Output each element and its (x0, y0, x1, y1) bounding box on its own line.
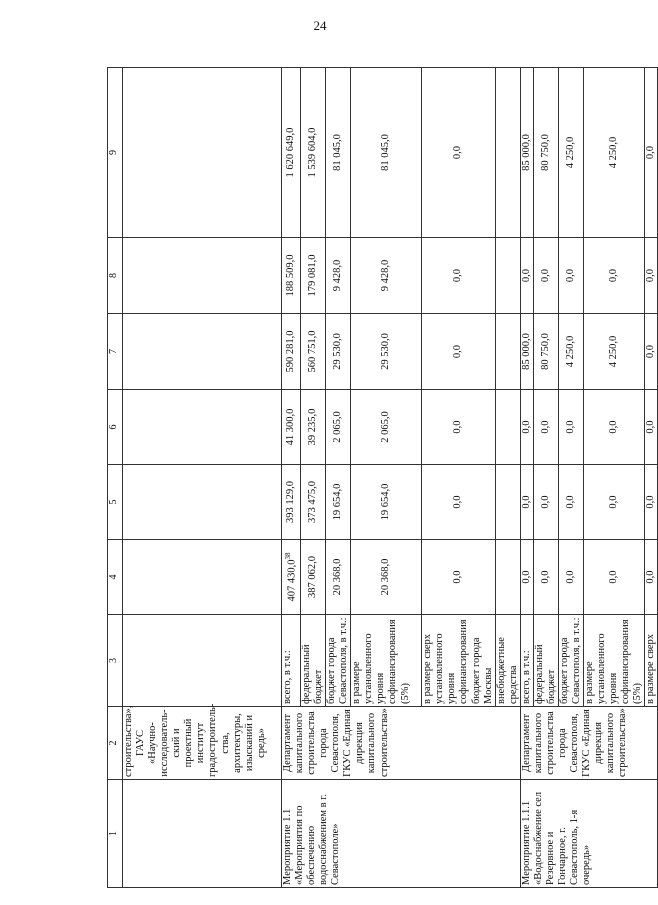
value-cell: 0,0 (533, 238, 558, 314)
col-header-1: 1 (108, 780, 123, 888)
value-cell: 407 430,0$^{38}$ (282, 540, 301, 615)
value-cell: 0,0 (558, 540, 583, 615)
continuation-row (123, 68, 282, 888)
funding-source: внебюджетные средства (495, 615, 520, 707)
measure-1-1-responsible: Департамент капитального строительства города Севастополя, ГКУС «Единая дирекция капитального строительства» (282, 707, 521, 780)
value-cell: 179 081,0 (301, 238, 326, 314)
value-cell: 0,0 (645, 314, 658, 390)
funding-source: в размере сверх установленного уровня софинансирования бюджет города Москвы (422, 615, 495, 707)
total-cell: 80 750,0 (533, 68, 558, 238)
funding-source: в размере установленного уровня софинансирования (5%) (351, 615, 422, 707)
total-cell: 0,0 (645, 68, 658, 238)
total-cell: 4 250,0 (584, 68, 645, 238)
value-cell: 0,0 (645, 540, 658, 615)
value-cell: 2 065,0 (326, 390, 351, 465)
value-cell: 20 368,0 (326, 540, 351, 615)
col-header-5: 5 (108, 465, 123, 540)
total-cell (495, 68, 520, 238)
value-cell: 0,0 (520, 238, 533, 314)
col-header-6: 6 (108, 390, 123, 465)
value-cell: 9 428,0 (326, 238, 351, 314)
funding-source: всего, в т.ч.: (282, 615, 301, 707)
table-row (520, 68, 533, 888)
value-cell: 19 654,0 (326, 465, 351, 540)
funding-source: федеральный бюджет (533, 615, 558, 707)
value-cell: 393 129,0 (282, 465, 301, 540)
total-cell: 4 250,0 (558, 68, 583, 238)
value-cell: 0,0 (584, 465, 645, 540)
page-number: 24 (313, 18, 327, 33)
value-cell (495, 390, 520, 465)
funding-source: в размере сверх (645, 615, 658, 707)
total-cell: 85 000,0 (520, 68, 533, 238)
value-cell: 0,0 (645, 465, 658, 540)
value-cell: 0,0 (422, 390, 495, 465)
value-cell (495, 314, 520, 390)
total-cell: 1 539 604,0 (301, 68, 326, 238)
value-cell (495, 238, 520, 314)
value-cell: 0,0 (584, 238, 645, 314)
value-cell: 0,0 (533, 390, 558, 465)
value-cell: 0,0 (558, 390, 583, 465)
value-cell: 2 065,0 (351, 390, 422, 465)
col-header-3: 3 (108, 615, 123, 707)
value-cell: 0,0 (520, 540, 533, 615)
col-header-8: 8 (108, 238, 123, 314)
value-cell: 0,0 (422, 540, 495, 615)
value-cell: 29 530,0 (326, 314, 351, 390)
value-cell: 560 751,0 (301, 314, 326, 390)
column-number-row (108, 68, 123, 888)
value-cell: 0,0 (520, 465, 533, 540)
value-cell: 387 062,0 (301, 540, 326, 615)
value-cell: 19 654,0 (351, 465, 422, 540)
measure-1-1-1-name: Мероприятие 1.1.1 «Водоснабжение сел Резервное и Гончарное, г. Севастополь, 1-я очередь» (520, 780, 658, 888)
value-cell: 29 530,0 (351, 314, 422, 390)
value-cell: 0,0 (533, 465, 558, 540)
total-cell: 1 620 649,0 (282, 68, 301, 238)
value-cell: 0,0 (584, 390, 645, 465)
total-cell: 81 045,0 (326, 68, 351, 238)
rotated-table-area (107, 68, 657, 888)
col-header-2: 2 (108, 707, 123, 780)
col-header-4: 4 (108, 540, 123, 615)
value-cell: 9 428,0 (351, 238, 422, 314)
value-cell: 188 509,0 (282, 238, 301, 314)
footnote-ref: 38 (283, 552, 292, 560)
value-cell: 0,0 (520, 390, 533, 465)
value-cell: 39 235,0 (301, 390, 326, 465)
value-cell: 20 368,0 (351, 540, 422, 615)
budget-table (107, 67, 658, 888)
value-cell: 0,0 (422, 238, 495, 314)
measure-1-1-name: Мероприятие 1.1 «Мероприятия по обеспечению водоснабжением в г. Севастополе» (282, 780, 521, 888)
col-header-9: 9 (108, 68, 123, 238)
value-cell: 0,0 (645, 238, 658, 314)
total-cell: 0,0 (422, 68, 495, 238)
value-cell: 0,0 (422, 314, 495, 390)
value-cell: 0,0 (422, 465, 495, 540)
value-cell: 0,0 (584, 540, 645, 615)
value-cell (495, 465, 520, 540)
funding-source: федеральный бюджет (301, 615, 326, 707)
continuation-responsible: строительства», ГАУС «Научно-исследователь-ский и проектный институт градостроитель-ства, архитектуры, изысканий и средь» (123, 707, 282, 780)
table-row (282, 68, 301, 888)
value-cell: 0,0 (558, 238, 583, 314)
value-cell: 0,0 (558, 465, 583, 540)
value-cell (495, 540, 520, 615)
value-cell: 0,0 (645, 390, 658, 465)
value-cell: 41 300,0 (282, 390, 301, 465)
value-cell: 590 281,0 (282, 314, 301, 390)
col-header-7: 7 (108, 314, 123, 390)
value-cell: 4 250,0 (558, 314, 583, 390)
funding-source: бюджет города Севастополя, в т.ч.: (558, 615, 583, 707)
rotated-table-container (107, 68, 657, 888)
funding-source: в размере установленного уровня софинансирования (5%) (584, 615, 645, 707)
funding-source: всего, в т.ч.: (520, 615, 533, 707)
funding-source: бюджет города Севастополя, в т.ч.: (326, 615, 351, 707)
measure-1-1-1-responsible: Департамент капитального строительства города Севастополя, ГКУС «Единая дирекция капитального строительства» (520, 707, 658, 780)
value-cell: 0,0 (533, 540, 558, 615)
value-cell: 373 475,0 (301, 465, 326, 540)
value-cell: 80 750,0 (533, 314, 558, 390)
total-cell: 81 045,0 (351, 68, 422, 238)
value-cell: 4 250,0 (584, 314, 645, 390)
value-cell: 85 000,0 (520, 314, 533, 390)
